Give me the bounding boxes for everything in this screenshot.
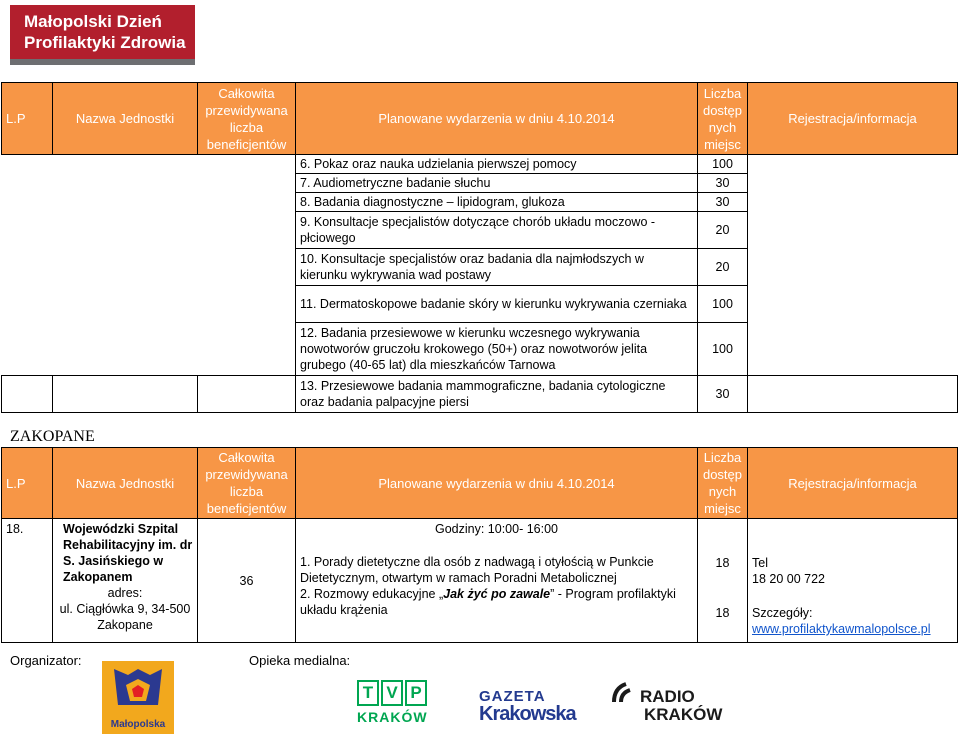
- header-registration: Rejestracja/informacja: [748, 83, 958, 155]
- radio-top-text: RADIO: [640, 687, 695, 706]
- table-row: [2, 155, 958, 174]
- event-cell: 6. Pokaz oraz nauka udzielania pierwszej pomocy: [296, 155, 698, 174]
- schedule-table-1: [1, 82, 958, 413]
- table-row: [2, 193, 958, 212]
- seats-cell: [698, 519, 748, 643]
- seats-cell: 30: [698, 193, 748, 212]
- hours-text: Godziny: 10:00- 16:00: [435, 522, 558, 536]
- event-item: 1. Porady dietetyczne dla osób z nadwagą i otyłością w Punkcie Dietetycznym, otwartym w ramach Poradni Metabolicznej: [300, 555, 654, 585]
- seats-value-1: 18: [715, 556, 730, 570]
- table-1-header: [2, 83, 958, 155]
- unit-address: ul. Ciągłówka 9, 34-500 Zakopane: [59, 602, 191, 632]
- event-2-title: Jak żyć po zawale: [443, 587, 551, 601]
- tel-number: 18 20 00 722: [752, 572, 825, 586]
- table-row: [2, 376, 958, 413]
- table-row: [2, 212, 958, 249]
- event-banner: [10, 5, 195, 65]
- seats-cell: 100: [698, 155, 748, 174]
- radio-waves-icon: [612, 682, 638, 704]
- malopolska-logo: [102, 661, 174, 734]
- tvp-sub-text: KRAKÓW: [357, 709, 428, 725]
- seats-cell: 100: [698, 323, 748, 376]
- gazeta-top-text: GAZETA: [479, 688, 546, 705]
- unit-name: Wojewódzki Szpital Rehabilitacyjny im. dr S. Jasińskiego w Zakopanem: [63, 522, 193, 584]
- header-seats: Liczba dostęp nych miejsc: [698, 448, 748, 519]
- event-cell: 12. Badania przesiewowe w kierunku wczesnego wykrywania nowotworów gruczołu krokowego (50+) oraz nowotworów jelita grubego (40-65 lat) dla mieszkańców Tarnowa: [296, 323, 698, 376]
- event-2-suffix: ” - Program profilaktyki układu krążenia: [300, 587, 676, 617]
- unit-address-label: adres:: [107, 586, 143, 600]
- event-cell: 13. Przesiewowe badania mammograficzne, badania cytologiczne oraz badania palpacyjne piersi: [296, 376, 698, 413]
- events-cell: [296, 519, 698, 643]
- beneficiaries-cell: 36: [198, 519, 296, 643]
- table-2-header: [2, 448, 958, 519]
- lp-cell: 18.: [2, 519, 53, 643]
- tvp-krakow-logo: [357, 680, 435, 730]
- header-lp: L.P: [2, 448, 53, 519]
- table-row: [2, 519, 958, 643]
- event-item: [300, 586, 693, 618]
- seats-cell: 30: [698, 376, 748, 413]
- schedule-table-2: [1, 447, 958, 643]
- event-cell: 7. Audiometryczne badanie słuchu: [296, 174, 698, 193]
- malopolska-logo-text: Małopolska: [110, 719, 166, 730]
- organizer-label: Organizator:: [10, 653, 82, 668]
- gazeta-krakowska-logo: [479, 689, 587, 725]
- tvp-letter-box: V: [381, 680, 403, 706]
- unit-cell: [53, 519, 198, 643]
- malopolska-emblem-icon: [102, 661, 174, 717]
- banner-line-1: Małopolski Dzień: [24, 12, 162, 31]
- seats-cell: 20: [698, 212, 748, 249]
- header-unit: Nazwa Jednostki: [53, 448, 198, 519]
- header-beneficiaries: Całkowita przewidywana liczba beneficjentów: [198, 448, 296, 519]
- table-row: [2, 174, 958, 193]
- table-row: [2, 323, 958, 376]
- event-2-prefix: 2. Rozmowy edukacyjne „: [300, 587, 444, 601]
- table-row: [2, 286, 958, 323]
- header-registration: Rejestracja/informacja: [748, 448, 958, 519]
- registration-cell: [748, 519, 958, 643]
- event-cell: 11. Dermatoskopowe badanie skóry w kierunku wykrywania czerniaka: [296, 286, 698, 323]
- radio-bottom-text: KRAKÓW: [644, 705, 723, 724]
- tvp-letter-box: P: [405, 680, 427, 706]
- event-cell: 9. Konsultacje specjalistów dotyczące chorób układu moczowo - płciowego: [296, 212, 698, 249]
- table-row: [2, 249, 958, 286]
- gazeta-bottom-text: Krakowska: [479, 703, 576, 725]
- seats-value-2: 18: [715, 606, 730, 620]
- section-title: ZAKOPANE: [10, 428, 95, 445]
- media-patron-label: Opieka medialna:: [249, 653, 351, 668]
- details-label: Szczegóły:: [752, 606, 813, 620]
- header-lp: L.P: [2, 83, 53, 155]
- header-events: Planowane wydarzenia w dniu 4.10.2014: [296, 83, 698, 155]
- event-cell: 10. Konsultacje specjalistów oraz badania dla najmłodszych w kierunku wykrywania wad postawy: [296, 249, 698, 286]
- header-seats: Liczba dostęp nych miejsc: [698, 83, 748, 155]
- radio-krakow-logo: [612, 682, 723, 726]
- seats-cell: 100: [698, 286, 748, 323]
- seats-cell: 30: [698, 174, 748, 193]
- header-unit: Nazwa Jednostki: [53, 83, 198, 155]
- banner-line-2: Profilaktyki Zdrowia: [24, 33, 186, 52]
- header-events: Planowane wydarzenia w dniu 4.10.2014: [296, 448, 698, 519]
- details-link[interactable]: www.profilaktykawmalopolsce.pl: [752, 622, 931, 636]
- event-cell: 8. Badania diagnostyczne – lipidogram, glukoza: [296, 193, 698, 212]
- tvp-letter-box: T: [357, 680, 379, 706]
- header-beneficiaries: Całkowita przewidywana liczba beneficjentów: [198, 83, 296, 155]
- seats-cell: 20: [698, 249, 748, 286]
- banner-stripe: [10, 59, 195, 65]
- tel-label: Tel: [752, 556, 768, 570]
